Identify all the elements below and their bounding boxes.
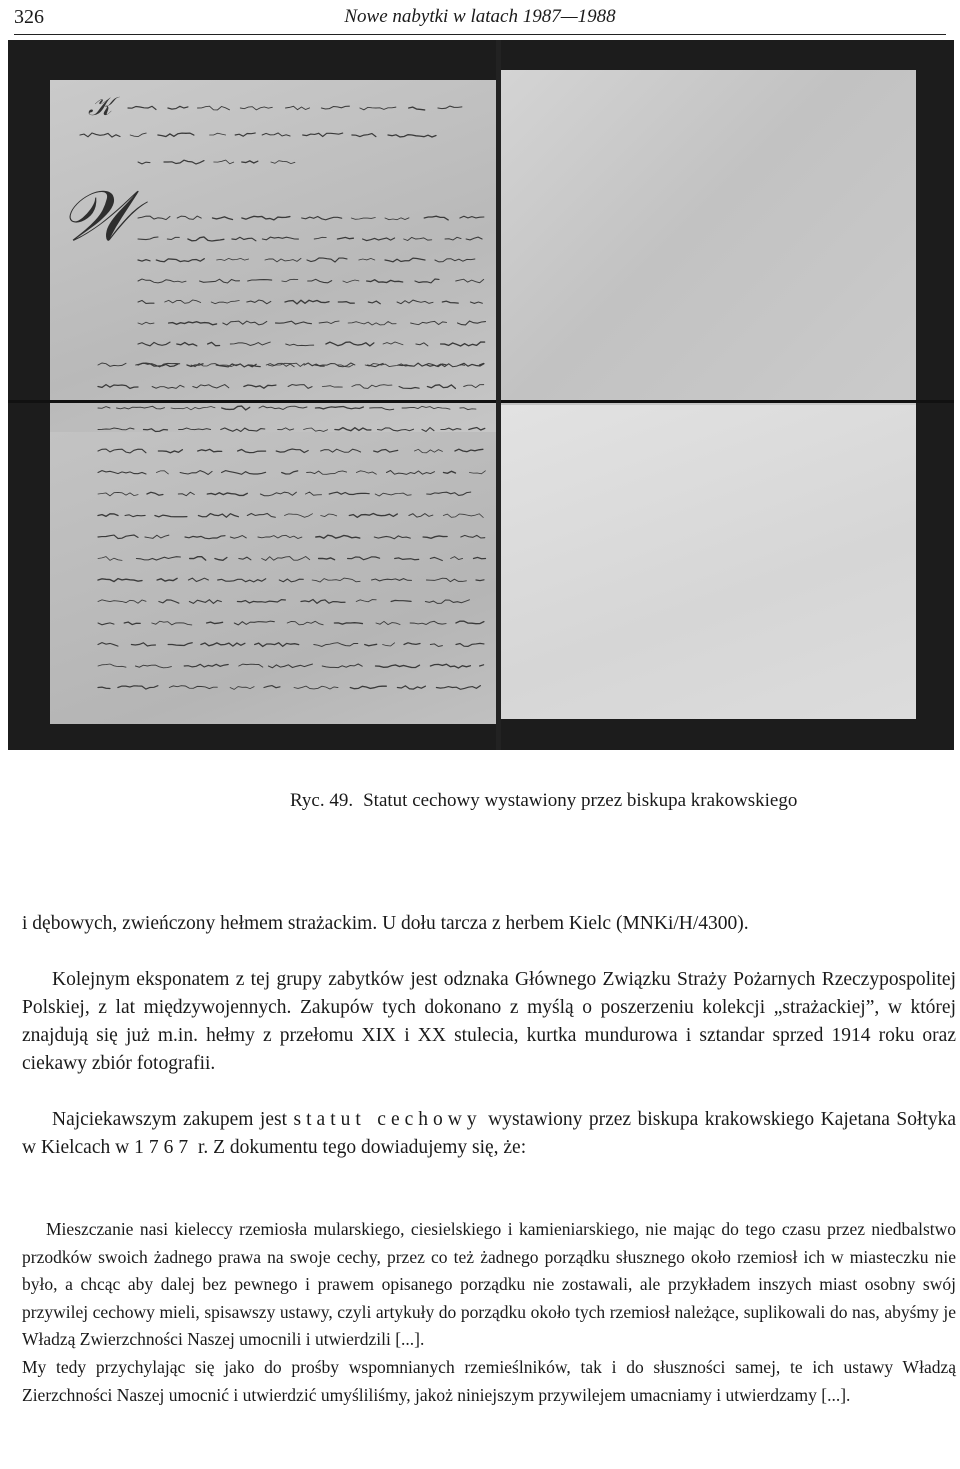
script-stroke [411, 321, 447, 324]
script-stroke [436, 686, 480, 690]
paragraph-1-text: i dębowych, zwieńczony hełmem strażackim. U dołu tarcza z herbem Kielc (MNKi/H/4300). [22, 913, 749, 934]
script-stroke [424, 216, 448, 220]
script-stroke [130, 133, 146, 137]
script-stroke [321, 449, 361, 452]
script-stroke [177, 343, 197, 346]
script-stroke [178, 492, 194, 496]
script-stroke [356, 471, 376, 474]
script-stroke [247, 300, 271, 304]
script-stroke [268, 664, 312, 668]
paragraph-2 [22, 966, 956, 1078]
paragraph-3 [22, 1106, 956, 1162]
script-stroke [399, 387, 419, 389]
script-stroke [469, 471, 485, 474]
script-stroke [169, 686, 217, 689]
paragraph-3-text [22, 1106, 956, 1162]
script-stroke [319, 558, 335, 560]
script-stroke [376, 621, 400, 624]
script-stroke [152, 621, 192, 625]
script-stroke [314, 643, 358, 647]
script-stroke [427, 492, 471, 495]
script-stroke [350, 686, 386, 689]
script-stroke [232, 237, 256, 241]
script-stroke [198, 449, 222, 452]
script-stroke [438, 106, 462, 109]
script-stroke [321, 106, 349, 109]
script-stroke [480, 665, 484, 666]
script-stroke [461, 535, 485, 538]
spaced-year: 1767 [134, 1137, 194, 1158]
script-stroke [343, 280, 359, 283]
script-stroke [474, 557, 486, 558]
script-stroke [158, 450, 182, 453]
script-stroke [145, 535, 169, 538]
script-stroke [138, 237, 158, 240]
script-stroke [98, 363, 126, 366]
script-stroke [426, 578, 466, 582]
script-stroke [207, 622, 223, 624]
script-stroke [118, 686, 158, 689]
script-stroke [98, 471, 146, 474]
script-stroke [279, 579, 303, 582]
script-stroke [425, 600, 469, 604]
script-stroke [138, 342, 170, 346]
script-stroke [303, 133, 343, 136]
script-stroke [348, 557, 380, 560]
script-stroke [98, 535, 138, 539]
script-stroke [423, 536, 447, 538]
script-stroke [264, 686, 280, 688]
script-stroke [98, 687, 110, 688]
script-stroke [466, 237, 482, 240]
script-stroke [383, 342, 403, 345]
script-stroke [156, 259, 204, 262]
script-stroke [210, 133, 226, 135]
figure-caption [290, 790, 797, 812]
script-stroke [259, 406, 307, 410]
script-stroke [338, 302, 354, 304]
script-stroke [430, 557, 442, 560]
script-stroke [404, 643, 420, 645]
script-stroke [442, 301, 458, 303]
script-stroke [188, 237, 224, 241]
script-stroke [385, 218, 409, 220]
script-stroke [385, 258, 425, 262]
script-stroke [187, 364, 203, 367]
script-stroke [315, 407, 363, 409]
script-stroke [470, 302, 482, 303]
script-stroke [334, 623, 362, 625]
script-stroke [131, 643, 155, 646]
script-stroke [312, 578, 360, 582]
script-stroke [262, 237, 298, 240]
spaced-term-statut: statut cechowy [293, 1109, 482, 1130]
script-stroke [222, 406, 250, 410]
script-stroke [138, 279, 186, 283]
script-stroke [316, 535, 360, 538]
script-stroke [208, 342, 220, 345]
script-stroke [240, 107, 272, 110]
script-stroke [159, 600, 179, 603]
running-title: Nowe nabytki w latach 1987—1988 [344, 6, 616, 27]
script-stroke [308, 279, 332, 283]
handwritten-script [8, 40, 954, 750]
script-stroke [156, 471, 168, 474]
script-stroke [444, 471, 456, 473]
script-stroke [242, 161, 258, 163]
script-stroke [402, 406, 450, 409]
script-stroke [409, 514, 433, 518]
script-stroke [217, 258, 249, 260]
script-stroke [460, 216, 484, 218]
script-stroke [322, 386, 342, 387]
script-stroke [430, 664, 470, 668]
paragraph-1 [22, 910, 956, 938]
script-stroke [168, 106, 188, 109]
script-stroke [458, 321, 486, 325]
script-stroke [374, 450, 398, 453]
script-stroke [238, 450, 266, 453]
script-stroke [287, 621, 323, 625]
script-stroke [248, 280, 272, 281]
script-stroke [391, 600, 411, 601]
script-stroke [370, 408, 394, 410]
quote-paragraph-1: Mieszczanie nasi kieleccy rzemiosła mularskiego, ciesielskiego i kamieniarskiego, nie mając do tego czasu przez niedbalstwo przodków swoich żadnego prawa na swoje cechy, przez co też żadnego porządku słusznego około rzemiosł ich w miasteczku nie było, a chcąc aby dalej bez pewnego i prawem opisanego porządku nie zostawali, ale przykładem inszych miast osobny swój przywilej cechowy mieli, spisawszy ustawy, czyli artykuły do porządku około tych rzemiosł należące, suplikowali do nas, abyśmy je Władzą Zwierzchności Naszej umocnili i utwierdzili [...]. [22, 1219, 956, 1350]
script-stroke [125, 515, 145, 517]
handwritten-heading: 𝒦 [88, 92, 113, 122]
script-stroke [237, 600, 285, 603]
script-stroke [376, 665, 420, 668]
script-stroke [198, 106, 230, 110]
script-stroke [135, 665, 171, 668]
script-stroke [98, 385, 138, 389]
script-stroke [207, 493, 247, 496]
script-stroke [326, 342, 374, 346]
script-stroke [307, 258, 347, 262]
script-stroke [167, 237, 179, 239]
script-stroke [404, 237, 432, 240]
script-stroke [365, 644, 377, 646]
script-stroke [286, 344, 314, 346]
script-stroke [214, 160, 234, 164]
script-stroke [235, 133, 255, 136]
script-stroke [476, 580, 484, 581]
script-stroke [445, 237, 461, 240]
script-stroke [138, 260, 150, 261]
script-stroke [441, 428, 461, 430]
script-stroke [98, 428, 134, 430]
script-stroke [179, 428, 211, 430]
script-stroke [375, 493, 411, 496]
script-stroke [98, 557, 122, 561]
paragraph-3-before: Najciekawszym zakupem jest [52, 1109, 288, 1130]
script-stroke [239, 557, 251, 560]
script-stroke [337, 237, 353, 239]
script-stroke [276, 321, 312, 324]
script-stroke [349, 514, 397, 518]
script-stroke [348, 322, 396, 326]
page-number: 326 [14, 6, 44, 28]
script-stroke [262, 133, 290, 136]
script-stroke [352, 134, 376, 137]
script-stroke [302, 217, 342, 220]
script-stroke [117, 406, 165, 409]
script-stroke [443, 514, 483, 518]
script-stroke [185, 536, 225, 539]
script-stroke [239, 664, 263, 667]
paragraph-3-middle: wystawiony przez biskupa krakowskiego Kajetana Sołtyka w Kielcach w [22, 1109, 957, 1158]
script-stroke [307, 471, 347, 474]
script-stroke [258, 535, 302, 538]
script-stroke [456, 279, 484, 283]
script-stroke [189, 600, 221, 604]
script-stroke [415, 279, 439, 283]
script-stroke [359, 258, 375, 260]
script-stroke [460, 408, 476, 410]
script-stroke [98, 449, 146, 453]
script-stroke [144, 429, 168, 432]
script-stroke [322, 664, 362, 668]
script-stroke [414, 449, 442, 453]
paragraph-2-text: Kolejnym eksponatem z tej grupy zabytków jest odznaka Głównego Związku Straży Pożarnych Rzeczypospolitej Polskiej, z lat międzywojennych. Zakupów tych dokonano z myślą o poszerzeniu kolekcji „strażackiej”, w której znajdują się już m.in. hełmy z przełomu XIX i XX stulecia, kurtka mundurowa i sztandar sprzed 1914 roku oraz ciekawy zbiór fotografii. [22, 969, 956, 1074]
script-stroke [469, 428, 485, 431]
script-stroke [360, 107, 396, 110]
script-stroke [464, 385, 484, 388]
script-stroke [286, 106, 310, 109]
script-stroke [215, 558, 227, 561]
script-stroke [255, 643, 299, 647]
script-stroke [285, 300, 329, 304]
script-stroke [234, 621, 274, 625]
script-stroke [247, 514, 275, 518]
quotation-block [22, 1216, 956, 1409]
script-stroke [213, 217, 233, 220]
script-stroke [230, 536, 246, 539]
script-stroke [124, 622, 140, 625]
script-stroke [128, 106, 156, 109]
script-stroke [451, 557, 463, 560]
script-stroke [98, 407, 110, 409]
script-stroke [165, 300, 201, 303]
script-stroke [218, 579, 266, 582]
script-stroke [456, 621, 484, 624]
figure-caption-text: Statut cechowy wystawiony przez biskupa krakowskiego [363, 790, 798, 811]
script-stroke [98, 579, 142, 582]
script-stroke [372, 579, 412, 581]
script-stroke [138, 216, 170, 220]
script-stroke [314, 237, 326, 239]
document-photograph [8, 40, 954, 750]
script-stroke [351, 218, 375, 220]
script-stroke [335, 428, 371, 431]
script-stroke [169, 322, 217, 325]
script-stroke [230, 687, 254, 690]
script-stroke [98, 492, 138, 495]
script-stroke [222, 471, 266, 475]
script-stroke [435, 259, 475, 262]
script-stroke [158, 133, 194, 136]
script-stroke [98, 514, 118, 517]
script-stroke [368, 301, 380, 304]
script-stroke [244, 385, 276, 388]
script-stroke [282, 279, 298, 281]
script-stroke [147, 492, 163, 495]
script-stroke [138, 322, 154, 324]
script-stroke [230, 342, 270, 345]
script-stroke [157, 578, 177, 581]
script-stroke [136, 557, 180, 560]
script-stroke [98, 623, 114, 625]
script-stroke [455, 449, 483, 452]
script-stroke [352, 385, 392, 389]
figure-label: Ryc. 49. [290, 790, 354, 811]
script-stroke [329, 492, 369, 494]
script-stroke [271, 161, 295, 164]
script-stroke [180, 471, 212, 475]
script-stroke [278, 428, 294, 430]
script-stroke [184, 664, 228, 667]
page-header [14, 4, 946, 35]
script-stroke [80, 133, 120, 137]
script-stroke [319, 321, 339, 323]
script-stroke [301, 600, 345, 604]
script-stroke [374, 536, 410, 539]
script-stroke [441, 342, 485, 346]
script-stroke [265, 258, 301, 261]
script-stroke [282, 471, 298, 474]
script-stroke [285, 514, 313, 518]
script-stroke [397, 686, 425, 689]
quote-paragraph-2: My tedy przychylając się jako do prośby wspomnianych rzemieślników, tak i do słuszności samej, te ich ustawy Władzą Zierzchności Naszej umocnić i utwierdzić umyśliliśmy, jakoż niniejszym przywilejem umacniamy i utwierdzamy [...]. [22, 1356, 956, 1405]
script-stroke [177, 216, 201, 219]
script-stroke [171, 407, 215, 410]
script-stroke [223, 321, 267, 325]
script-stroke [410, 621, 446, 624]
script-stroke [155, 515, 187, 517]
decorated-initial: 𝒲 [60, 175, 134, 257]
script-stroke [201, 643, 245, 646]
script-stroke [193, 385, 229, 388]
script-stroke [211, 301, 239, 304]
script-stroke [98, 643, 118, 647]
script-stroke [422, 428, 434, 432]
script-stroke [456, 643, 484, 646]
script-stroke [260, 492, 296, 496]
script-stroke [276, 449, 308, 453]
script-stroke [356, 600, 376, 602]
script-stroke [304, 428, 328, 431]
script-stroke [98, 664, 126, 667]
script-stroke [188, 578, 208, 581]
script-stroke [430, 644, 442, 647]
script-stroke [190, 557, 206, 560]
script-stroke [152, 385, 184, 388]
script-stroke [321, 514, 337, 517]
script-stroke [288, 385, 312, 389]
script-stroke [198, 514, 238, 518]
script-stroke [262, 557, 310, 561]
script-stroke [397, 300, 433, 304]
script-stroke [221, 428, 265, 432]
script-stroke [388, 135, 436, 137]
script-stroke [416, 343, 428, 346]
script-stroke [98, 600, 146, 603]
script-stroke [138, 162, 150, 164]
script-stroke [168, 643, 192, 646]
script-stroke [363, 238, 395, 241]
script-stroke [367, 280, 403, 283]
script-stroke [427, 385, 455, 389]
script-stroke [409, 107, 425, 110]
script-stroke [306, 492, 322, 495]
script-stroke [294, 686, 338, 689]
script-stroke [378, 428, 414, 431]
script-stroke [395, 558, 419, 560]
script-stroke [383, 643, 395, 646]
script-stroke [200, 279, 240, 283]
script-stroke [242, 216, 290, 220]
script-stroke [138, 301, 154, 304]
paragraph-3-after: r. Z dokumentu tego dowiadujemy się, że: [197, 1137, 527, 1158]
script-stroke [387, 471, 435, 475]
script-stroke [164, 160, 204, 164]
